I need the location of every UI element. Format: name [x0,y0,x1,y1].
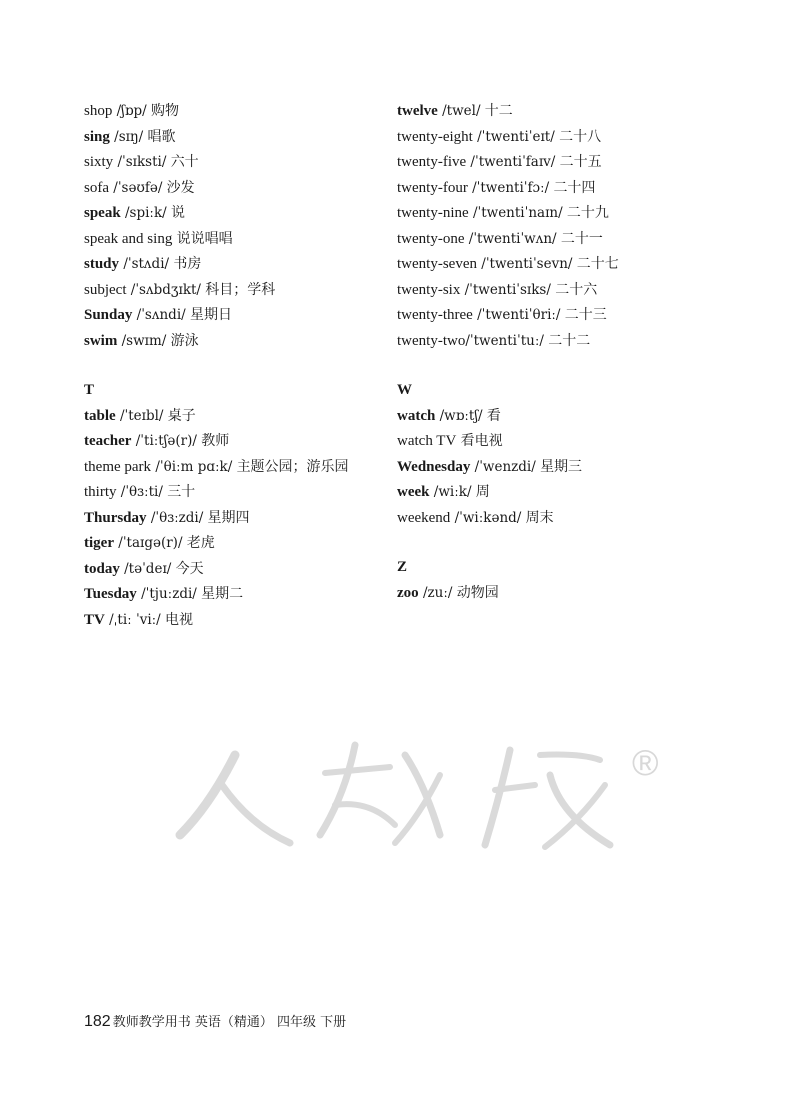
entry-phonetic: /ˈtaɪgə(r)/ [113,535,187,551]
entry-word: twenty-six [397,281,461,298]
entry-phonetic: /ˈstʌdi/ [119,256,174,272]
entry-word: twenty-eight [397,128,473,145]
entry-phonetic: /swɪm/ [117,332,171,349]
entry-translation: 唱歌 [147,128,176,145]
glossary-entry [397,201,717,227]
entry-phonetic: /ˈtwentiˈsevn/ [476,256,577,272]
glossary-entry [84,557,384,583]
entry-word: theme park [84,458,152,475]
entry-translation: 老虎 [186,535,215,551]
entry-phonetic: /sɪŋ/ [109,128,148,145]
publisher-watermark-logo [140,715,680,875]
glossary-entry [84,480,384,506]
glossary-entry [84,582,384,608]
entry-phonetic: /ˈtwentiˈfaɪv/ [466,154,560,170]
entry-phonetic: /ˈsɪksti/ [113,154,171,170]
entry-phonetic: /ˈtwentiˈnaɪn/ [468,205,567,221]
entry-phonetic: /ˈθɜːzdi/ [146,509,208,526]
entry-translation: 二十六 [555,281,598,298]
entry-translation: 星期二 [201,586,244,602]
entry-phonetic: /twel/ [437,103,485,119]
glossary-entry [84,176,384,202]
glossary-entry [397,480,717,506]
entry-phonetic: /ˈtiːtʃə(r)/ [131,433,202,449]
entry-translation: 购物 [150,103,179,119]
entry-word: watch TV [397,433,457,449]
entry-translation: 周 [475,484,490,500]
entry-word: twenty-five [397,154,467,170]
entry-word: study [84,256,120,272]
entry-word: table [84,407,116,424]
glossary-entry [84,329,384,355]
entry-word: TV [84,611,105,628]
entry-translation: 书房 [173,256,202,272]
section-letter: W [397,382,412,398]
entry-word: twenty-seven [397,256,477,272]
entry-phonetic: /ˈθɜːti/ [116,484,168,500]
entry-phonetic: /ˈtwentiˈeɪt/ [472,128,560,145]
entry-phonetic: /ˈsəʊfə/ [109,179,167,196]
entry-word: tiger [84,535,114,551]
entry-translation: 电视 [165,611,194,628]
right-column [397,99,717,630]
entry-word: speak [84,205,121,221]
entry-translation: 教师 [201,433,230,449]
glossary-entry [84,227,384,253]
entry-phonetic: /ˈθiːm pɑːk/ [151,458,237,475]
entry-word: sing [84,128,110,145]
glossary-entry [397,278,717,304]
entry-translation: 二十三 [564,307,607,323]
entry-word: teacher [84,433,132,449]
entry-word: twenty-two [397,332,466,349]
entry-translation: 说 [170,205,185,221]
glossary-entry [84,506,384,532]
glossary-entry [397,303,717,329]
glossary-entry [397,429,717,455]
entry-translation: 十二 [484,103,513,119]
glossary-entry [84,531,384,557]
entry-translation: 周末 [525,509,554,526]
section-letter: Z [397,559,408,575]
glossary-entry [84,608,384,634]
entry-word: week [397,484,430,500]
entry-word: twenty-three [397,307,473,323]
glossary-entry [397,506,717,532]
entry-phonetic: /ˈsʌbdʒɪkt/ [126,281,206,298]
registered-mark: ® [632,742,659,783]
entry-translation: 二十二 [548,332,591,349]
glossary-entry [397,455,717,481]
entry-word: Sunday [84,307,133,323]
entry-translation: 今天 [175,560,204,577]
book-title: 教师教学用书 英语（精通） 四年级 下册 [112,1015,347,1030]
entry-phonetic: /ˈtwentiˈwʌn/ [464,230,561,247]
entry-word: Wednesday [397,458,471,475]
entry-word: subject [84,281,127,298]
entry-translation: 二十一 [560,230,603,247]
entry-word: weekend [397,509,451,526]
entry-translation: 三十 [167,484,196,500]
entry-phonetic: /spiːk/ [120,205,171,221]
entry-word: twenty-four [397,179,468,196]
entry-phonetic: /təˈdeɪ/ [119,560,176,577]
glossary-entry [397,150,717,176]
entry-translation: 看 [486,407,501,424]
glossary-entry [84,252,384,278]
entry-word: twelve [397,103,438,119]
entry-translation: 桌子 [167,407,196,424]
glossary-entry [397,581,717,607]
entry-translation: 科目；学科 [205,281,276,298]
entry-translation: 看电视 [460,433,503,449]
glossary-entry [84,278,384,304]
glossary-section [397,555,717,606]
glossary-section [84,378,384,633]
page-number: 182 [84,1013,111,1030]
entry-phonetic: /ˈtjuːzdi/ [136,586,202,602]
entry-phonetic: /ˈtwentiˈtuː/ [465,332,549,349]
glossary-entry [84,429,384,455]
glossary-entry [397,125,717,151]
glossary-section [84,99,384,354]
left-column [84,99,384,657]
entry-phonetic: /ˈtwentiˈsɪks/ [460,281,556,298]
entry-translation: 动物园 [456,584,499,601]
page-footer [84,1011,346,1031]
entry-word: watch [397,407,436,424]
entry-word: today [84,560,120,577]
entry-translation: 二十九 [566,205,609,221]
entry-phonetic: /ˈsʌndi/ [132,307,190,323]
entry-word: twenty-nine [397,205,469,221]
glossary-entry [84,455,384,481]
section-letter: T [84,382,95,398]
glossary-entry [397,99,717,125]
glossary-entry [84,201,384,227]
glossary-section [397,378,717,531]
entry-word: Tuesday [84,586,137,602]
glossary-entry [397,227,717,253]
entry-phonetic: /ˈtwentiˈfɔː/ [467,179,554,196]
glossary-entry [84,404,384,430]
entry-phonetic: /ˈteɪbl/ [115,407,168,424]
entry-word: twenty-one [397,230,465,247]
entry-phonetic: /ˈtwentiˈθriː/ [472,307,565,323]
glossary-entry [397,404,717,430]
entry-word: zoo [397,584,419,601]
entry-word: thirty [84,484,117,500]
entry-phonetic: /ˈwiːkənd/ [450,509,526,526]
glossary-entry [397,252,717,278]
entry-translation: 二十四 [553,179,596,196]
glossary-entry [84,150,384,176]
entry-word: shop [84,103,113,119]
entry-translation: 星期日 [189,307,232,323]
entry-phonetic: /zuː/ [418,584,457,601]
entry-phonetic: /wɒːtʃ/ [435,407,487,424]
entry-translation: 主题公园；游乐园 [236,458,349,475]
entry-translation: 六十 [170,154,199,170]
entry-translation: 二十八 [559,128,602,145]
entry-word: swim [84,332,118,349]
entry-translation: 沙发 [166,179,195,196]
entry-word: speak and sing [84,230,173,247]
entry-translation: 游泳 [170,332,199,349]
entry-word: sixty [84,154,114,170]
entry-phonetic: /ʃɒp/ [112,103,151,119]
entry-phonetic: /ˈwenzdi/ [470,458,541,475]
entry-word: sofa [84,179,109,196]
entry-translation: 星期三 [540,458,583,475]
glossary-entry [397,176,717,202]
entry-translation: 说说唱唱 [176,230,233,247]
entry-phonetic: /ˌtiː ˈviː/ [104,611,166,628]
entry-translation: 二十五 [559,154,602,170]
entry-phonetic: /wiːk/ [429,484,476,500]
glossary-entry [397,329,717,355]
glossary-entry [84,125,384,151]
entry-word: Thursday [84,509,147,526]
glossary-section [397,99,717,354]
entry-translation: 星期四 [207,509,250,526]
entry-translation: 二十七 [576,256,619,272]
glossary-entry [84,99,384,125]
glossary-entry [84,303,384,329]
